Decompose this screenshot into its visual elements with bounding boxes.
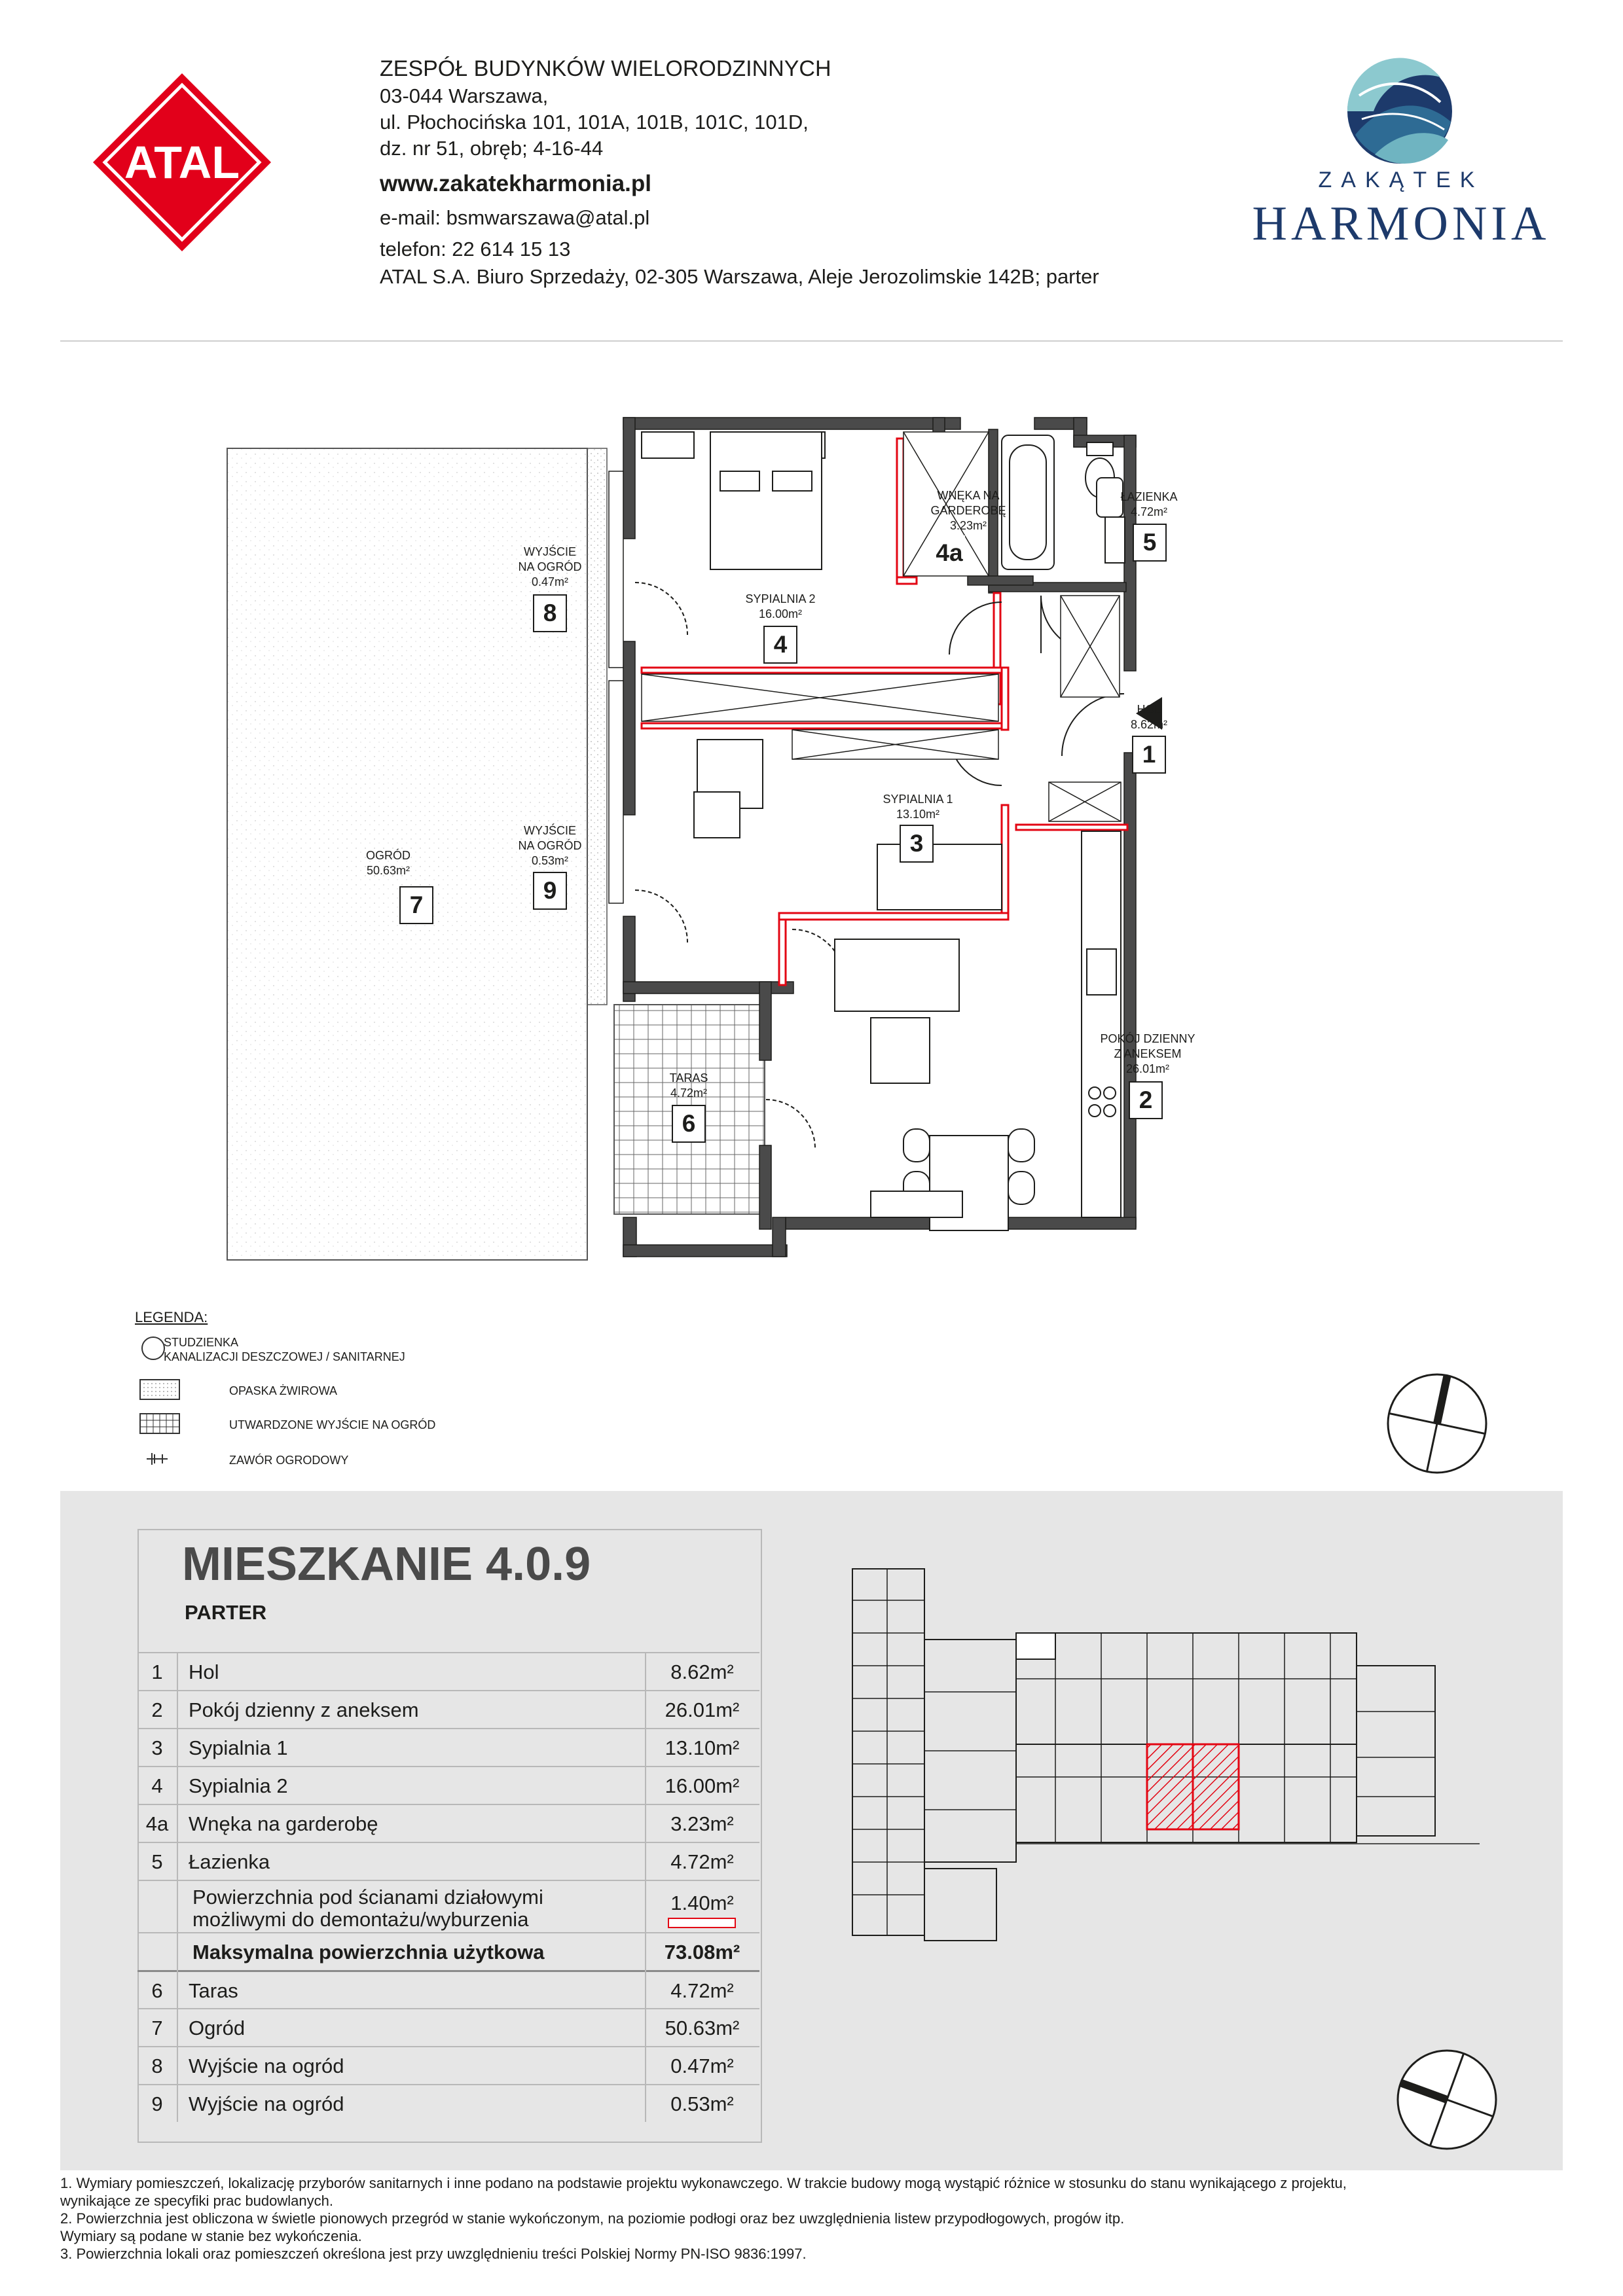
- apartment-title: MIESZKANIE 4.0.9: [182, 1538, 591, 1590]
- room-3-number: 3: [900, 825, 934, 863]
- row-area: 13.10m²: [665, 1736, 740, 1759]
- floor-plan: [216, 406, 1329, 1276]
- room-9-label: [518, 823, 581, 869]
- table-row: [137, 1652, 759, 1691]
- row-num: 2: [151, 1698, 163, 1721]
- room-9-name2: NA OGRÓD: [518, 839, 582, 852]
- room-8-label: [518, 545, 581, 590]
- row-area: 50.63m²: [665, 2017, 740, 2039]
- room-8-name2: NA OGRÓD: [518, 560, 582, 573]
- apartment-floor: PARTER: [185, 1601, 267, 1624]
- table-row: [137, 1804, 759, 1843]
- room-4-number: 4: [763, 626, 797, 664]
- row-area: 4.72m²: [670, 1979, 734, 2002]
- room-4a-label: [930, 488, 1006, 533]
- room-1-number: 1: [1132, 736, 1166, 774]
- footnote-1b: wynikające ze specyfiki prac budowlanych.: [60, 2193, 333, 2209]
- table-row: [137, 1728, 759, 1767]
- table-row: [137, 2046, 759, 2085]
- room-7-area: 50.63m²: [366, 864, 410, 877]
- table-row-max: [137, 1932, 759, 1971]
- room-4a-number: 4a: [934, 535, 965, 571]
- row-area: 0.47m²: [670, 2054, 734, 2077]
- table-row: [137, 1970, 759, 2010]
- row-num: 1: [151, 1660, 163, 1683]
- atal-logo: [90, 71, 274, 254]
- footnote-2a: 2. Powierzchnia jest obliczona w świetle pionowych przegród w stanie wykończonym, na poziomie podłogi oraz bez uwzględnienia listew przypodłogowych, progów itp.: [60, 2210, 1125, 2227]
- website-link[interactable]: www.zakatekharmonia.pl: [380, 171, 651, 196]
- table-row: [137, 1690, 759, 1729]
- row-area: 8.62m²: [670, 1660, 734, 1683]
- room-8-name: WYJŚCIE: [523, 545, 577, 558]
- room-2-label: [1100, 1031, 1195, 1077]
- row-label: Wyjście na ogród: [189, 2092, 344, 2115]
- demolition-area: 1.40m²: [670, 1892, 734, 1914]
- table-row-demolition: [137, 1880, 759, 1933]
- table-col-divider: [177, 1652, 178, 2122]
- room-5-number: 5: [1133, 524, 1167, 562]
- room-7-name: OGRÓD: [365, 849, 411, 862]
- row-area: 16.00m²: [665, 1774, 740, 1797]
- parcel-number: dz. nr 51, obręb; 4-16-44: [380, 137, 604, 160]
- room-6-name: TARAS: [669, 1071, 708, 1085]
- room-1-area: 8.62m²: [1130, 718, 1168, 731]
- row-label: Sypialnia 2: [189, 1774, 288, 1797]
- atal-logo-text: ATAL: [124, 137, 240, 188]
- room-2-name: POKÓJ DZIENNY: [1100, 1032, 1195, 1045]
- legend-title: LEGENDA:: [135, 1309, 208, 1325]
- demolition-line2: możliwymi do demontażu/wyburzenia: [192, 1908, 529, 1931]
- row-label: Sypialnia 1: [189, 1736, 288, 1759]
- room-3-label: [883, 792, 953, 822]
- table-row: [137, 1766, 759, 1805]
- row-area: 0.53m²: [670, 2092, 734, 2115]
- paved-exit-icon: [139, 1412, 181, 1435]
- room-2-number: 2: [1129, 1081, 1163, 1119]
- footnote-1a: 1. Wymiary pomieszczeń, lokalizację przyborów sanitarnych i inne podano na podstawie projektu wykonawczego. W trakcie budowy mogą wystąpić różnice w stosunku do stanu wynikającego z projektu,: [60, 2175, 1347, 2191]
- row-num: 7: [151, 2017, 163, 2039]
- address-street: ul. Płochocińska 101, 101A, 101B, 101C, 101D,: [380, 111, 809, 134]
- legend-item-manhole-line2: KANALIZACJI DESZCZOWEJ / SANITARNEJ: [164, 1350, 405, 1363]
- harmonia-logo: [1244, 56, 1558, 266]
- building-key-plan: [845, 1561, 1480, 1954]
- room-7-number: 7: [399, 886, 433, 924]
- row-num: 9: [151, 2092, 163, 2115]
- legend-item-gravel: OPASKA ŻWIROWA: [229, 1384, 338, 1397]
- legend-item-valve: ZAWÓR OGRODOWY: [229, 1454, 349, 1467]
- room-4-label: [745, 592, 815, 622]
- max-area-label: Maksymalna powierzchnia użytkowa: [192, 1941, 545, 1964]
- room-6-label: [670, 1071, 708, 1101]
- email-link[interactable]: e-mail: bsmwarszawa@atal.pl: [380, 206, 650, 229]
- table-row: [137, 2084, 759, 2123]
- north-arrow-compass-2-icon: [1395, 2047, 1499, 2152]
- room-2-name2: Z ANEKSEM: [1114, 1047, 1182, 1060]
- room-6-area: 4.72m²: [670, 1086, 708, 1100]
- row-label: Łazienka: [189, 1850, 270, 1873]
- room-8-area: 0.47m²: [531, 575, 569, 588]
- row-label: Taras: [189, 1979, 238, 2002]
- sales-office: ATAL S.A. Biuro Sprzedaży, 02-305 Warszawa, Aleje Jerozolimskie 142B; parter: [380, 265, 1099, 288]
- row-area: 3.23m²: [670, 1812, 734, 1835]
- row-label: Hol: [189, 1660, 219, 1683]
- table-row: [137, 2008, 759, 2047]
- garden-valve-icon: [144, 1449, 170, 1469]
- legend: [124, 1309, 583, 1479]
- legend-item-manhole: [164, 1335, 405, 1364]
- room-7-label: [366, 848, 410, 878]
- max-area-value: 73.08m²: [664, 1941, 740, 1964]
- table-row: [137, 1842, 759, 1881]
- row-num: 6: [151, 1979, 163, 2002]
- row-num: 8: [151, 2054, 163, 2077]
- room-2-area: 26.01m²: [1125, 1062, 1170, 1075]
- project-name: ZESPÓŁ BUDYNKÓW WIELORODZINNYCH: [380, 56, 831, 81]
- row-num: 3: [151, 1736, 163, 1759]
- room-4a-name2: GARDEROBĘ: [930, 504, 1006, 517]
- manhole-circle-icon: [140, 1335, 166, 1361]
- row-label: Ogród: [189, 2017, 246, 2039]
- row-num: 4: [151, 1774, 163, 1797]
- room-1-name: HOL: [1137, 703, 1161, 716]
- demolition-marker: [668, 1918, 736, 1928]
- room-5-label: [1120, 490, 1177, 520]
- row-num: 4a: [145, 1812, 169, 1835]
- room-9-number: 9: [533, 872, 567, 910]
- room-6-number: 6: [672, 1105, 706, 1143]
- room-5-area: 4.72m²: [1130, 505, 1168, 518]
- row-area: 26.01m²: [665, 1698, 740, 1721]
- harmonia-emblem-icon: [1244, 56, 1558, 168]
- harmonia-logo-top: ZAKĄTEK: [1318, 168, 1484, 192]
- room-9-area: 0.53m²: [531, 854, 569, 867]
- room-1-label: [1131, 702, 1167, 732]
- phone-number: telefon: 22 614 15 13: [380, 238, 571, 260]
- demolition-line1: Powierzchnia pod ścianami działowymi: [192, 1886, 543, 1909]
- header-info: [380, 56, 1165, 292]
- footnote-2b: Wymiary są podane w stanie bez wykończenia.: [60, 2228, 362, 2244]
- legend-item-manhole-line1: STUDZIENKA: [164, 1336, 239, 1349]
- room-4-name: SYPIALNIA 2: [745, 592, 816, 605]
- room-4a-area: 3.23m²: [949, 519, 987, 532]
- header-divider: [60, 340, 1563, 342]
- room-4-area: 16.00m²: [758, 607, 803, 620]
- room-3-area: 13.10m²: [896, 808, 940, 821]
- row-label: Pokój dzienny z aneksem: [189, 1698, 419, 1721]
- footnote-3: 3. Powierzchnia lokali oraz pomieszczeń określona jest przy uwzględnieniu treści Polskiej Normy PN-ISO 9836:1997.: [60, 2246, 807, 2262]
- room-8-number: 8: [533, 594, 567, 632]
- room-9-name: WYJŚCIE: [523, 824, 577, 837]
- table-col-divider: [645, 1652, 646, 2122]
- legend-item-paved-exit: UTWARDZONE WYJŚCIE NA OGRÓD: [229, 1418, 436, 1431]
- address-city: 03-044 Warszawa,: [380, 84, 549, 107]
- room-4a-name: WNĘKA NA: [937, 489, 1000, 502]
- row-num: 5: [151, 1850, 163, 1873]
- row-area: 4.72m²: [670, 1850, 734, 1873]
- room-3-name: SYPIALNIA 1: [883, 793, 953, 806]
- room-5-name: ŁAZIENKA: [1120, 490, 1178, 503]
- row-label: Wnęka na garderobę: [189, 1812, 378, 1835]
- row-label: Wyjście na ogród: [189, 2054, 344, 2077]
- demolition-label: [192, 1886, 543, 1931]
- north-arrow-compass-icon: [1385, 1371, 1489, 1476]
- harmonia-logo-bottom: HARMONIA: [1252, 197, 1550, 251]
- gravel-strip-icon: [139, 1378, 181, 1401]
